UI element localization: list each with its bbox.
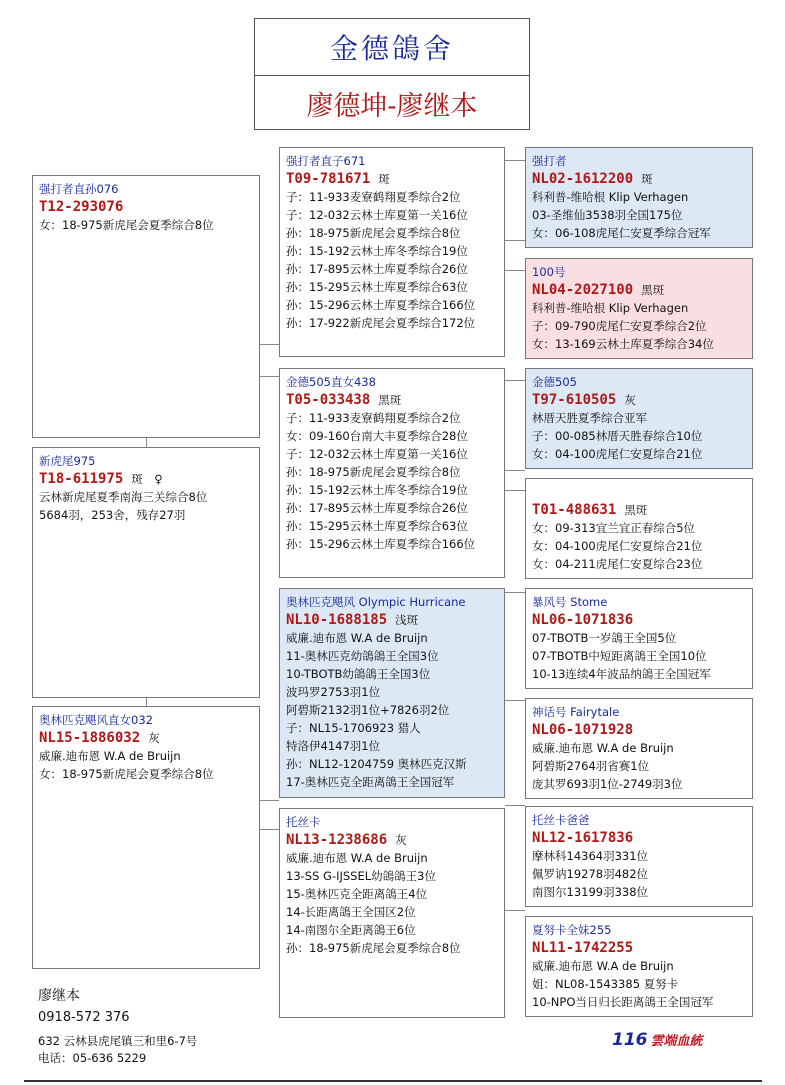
bird-color: 黑斑 — [624, 503, 648, 517]
bird-role: 托丝卡 — [286, 815, 321, 829]
achievement-line: 10-NPO当日归长距离鴿王全国冠军 — [532, 995, 714, 1009]
bird-role: 强打者直孙076 — [39, 182, 119, 196]
achievement-line: 女：06-108虎尾仁安夏季综合冠军 — [532, 226, 711, 240]
connector — [259, 829, 279, 830]
bird-color: 黑斑 — [641, 283, 665, 297]
achievement-line: 孙：17-895云林土库夏季综合26位 — [286, 501, 468, 515]
achievement-line: 孙：17-895云林土库夏季综合26位 — [286, 262, 468, 276]
footer-tel: 电话：05-636 5229 — [38, 1051, 147, 1065]
bird-role: 夏努卡全妹255 — [532, 923, 612, 937]
connector — [505, 592, 525, 593]
ring-number: NL02-1612200 — [532, 171, 634, 187]
bird-role: 神话号 Fairytale — [532, 705, 620, 719]
achievement-line: 17-奥林匹克全距离鴿王全国冠军 — [286, 775, 455, 789]
achievement-line: 特洛伊4147羽1位 — [286, 739, 381, 753]
footer-phone: 0918-572 376 — [38, 1010, 130, 1025]
achievement-line: 孙：18-975新虎尾会夏季综合8位 — [286, 465, 461, 479]
achievement-line: 威廉.迪布恩 W.A de Bruijn — [39, 749, 181, 763]
ring-number: NL15-1886032 — [39, 730, 141, 746]
pedigree-card-g2 — [525, 258, 753, 359]
achievement-line: 女：18-975新虎尾会夏季综合8位 — [39, 767, 214, 781]
bird-color: 斑 — [378, 172, 390, 186]
achievement-line: 子：00-085林厝天胜春综合10位 — [532, 429, 703, 443]
bird-color: 黑斑 — [378, 393, 402, 407]
ring-number: NL12-1617836 — [532, 830, 634, 846]
pedigree-card-s1 — [279, 147, 505, 357]
achievement-line: 10-13连续4年波品纳鴿王全国冠军 — [532, 667, 711, 681]
connector — [505, 700, 525, 701]
connector — [505, 910, 525, 911]
ring-number: T12-293076 — [39, 199, 124, 215]
bird-color: 灰 — [148, 731, 160, 745]
connector — [505, 380, 525, 381]
ring-number: NL11-1742255 — [532, 940, 634, 956]
bird-role: 强打者 — [532, 154, 567, 168]
achievement-line: 孙：18-975新虎尾会夏季综合8位 — [286, 941, 461, 955]
connector — [259, 376, 279, 377]
achievement-line: 女：04-100虎尾仁安夏综合21位 — [532, 539, 703, 553]
pedigree-card-g6 — [525, 698, 753, 799]
bird-role: 100号 — [532, 265, 566, 279]
ring-number: NL06-1071836 — [532, 612, 634, 628]
achievement-line: 女：18-975新虎尾会夏季综合8位 — [39, 218, 214, 232]
achievement-line: 13-SS G-IJSSEL幼鴿鴿王3位 — [286, 869, 436, 883]
achievement-line: 佩罗讷19278羽482位 — [532, 867, 649, 881]
footer-address: 632 云林县虎尾镇三和里6-7号 — [38, 1034, 198, 1048]
pedigree-card-s2 — [279, 368, 505, 578]
bird-color: 斑 — [641, 172, 653, 186]
ring-number: T09-781671 — [286, 171, 371, 187]
connector — [505, 160, 525, 161]
connector — [505, 470, 525, 471]
achievement-line: 威廉.迪布恩 W.A de Bruijn — [286, 851, 428, 865]
pedigree-card-g7 — [525, 806, 753, 907]
bird-role: 新虎尾975 — [39, 454, 96, 468]
achievement-line: 11-奥林匹克幼鴿鴿王全国3位 — [286, 649, 439, 663]
pedigree-card-g4 — [525, 478, 753, 579]
logo-text: 雲端血統 — [650, 1034, 703, 1049]
achievement-line: 孙：15-192云林土库冬季综合19位 — [286, 483, 468, 497]
achievement-line: 子：09-790虎尾仁安夏季综合2位 — [532, 319, 707, 333]
pedigree-card-subject — [32, 447, 260, 698]
achievement-line: 女：04-100虎尾仁安夏综合21位 — [532, 447, 703, 461]
bird-color: 斑 ♀ — [131, 472, 163, 486]
bird-role: 暴风号 Stome — [532, 595, 608, 609]
footer-name: 廖继本 — [38, 988, 80, 1004]
logo-number: 116 — [612, 1030, 648, 1050]
achievement-line: 南图尔13199羽338位 — [532, 885, 649, 899]
achievement-line: 波玛罗2753羽1位 — [286, 685, 381, 699]
achievement-line: 15-奥林匹克全距离鴿王4位 — [286, 887, 428, 901]
ring-number: NL06-1071928 — [532, 722, 634, 738]
connector — [505, 270, 525, 271]
bird-role: 奥林匹克飓风直女032 — [39, 713, 153, 727]
achievement-line: 阿碧斯2132羽1位+7826羽2位 — [286, 703, 450, 717]
achievement-line: 孙：15-192云林土库冬季综合19位 — [286, 244, 468, 258]
ring-number: NL10-1688185 — [286, 612, 388, 628]
achievement-line: 林厝天胜夏季综合亚军 — [532, 411, 647, 425]
achievement-line: 03-圣维仙3538羽全国175位 — [532, 208, 683, 222]
ring-number: NL04-2027100 — [532, 282, 634, 298]
achievement-line: 子：NL15-1706923 猎人 — [286, 721, 421, 735]
achievement-line: 孙：NL12-1204759 奥林匹克汉斯 — [286, 757, 467, 771]
connector — [259, 344, 279, 345]
achievement-line: 子：12-032云林土库夏第一关16位 — [286, 208, 468, 222]
achievement-line: 孙：15-295云林土库夏季综合63位 — [286, 280, 468, 294]
bird-role — [532, 483, 746, 501]
achievement-line: 07-TBOTB中短距离鴿王全国10位 — [532, 649, 707, 663]
ring-number: T18-611975 — [39, 471, 124, 487]
bird-role: 金德505 — [532, 375, 577, 389]
achievement-line: 云林新虎尾夏季南海三关综合8位 — [39, 490, 208, 504]
achievement-line: 5684羽，253舍，残存27羽 — [39, 508, 186, 522]
pedigree-card-g8 — [525, 916, 753, 1017]
connector — [259, 800, 279, 801]
pedigree-card-dam — [32, 706, 260, 969]
bird-color: 灰 — [395, 833, 407, 847]
ring-number: T01-488631 — [532, 502, 617, 518]
bird-color: 浅斑 — [395, 613, 419, 627]
achievement-line: 科利普-维哈根 Klip Verhagen — [532, 301, 689, 315]
pedigree-card-g3 — [525, 368, 753, 469]
brand-logo — [612, 1030, 703, 1050]
pedigree-card-s4 — [279, 808, 505, 1018]
achievement-line: 孙：18-975新虎尾会夏季综合8位 — [286, 226, 461, 240]
achievement-line: 孙：15-296云林土库夏季综合166位 — [286, 537, 476, 551]
achievement-line: 女：09-160台南大丰夏季综合28位 — [286, 429, 468, 443]
ring-number: NL13-1238686 — [286, 832, 388, 848]
pedigree-card-g1 — [525, 147, 753, 248]
achievement-line: 孙：17-922新虎尾会夏季综合172位 — [286, 316, 476, 330]
bird-role: 奥林匹克飓风 Olympic Hurricane — [286, 595, 466, 609]
achievement-line: 科利普-维哈根 Klip Verhagen — [532, 190, 689, 204]
achievement-line: 子：12-032云林土库夏第一关16位 — [286, 447, 468, 461]
achievement-line: 女：13-169云林土库夏季综合34位 — [532, 337, 714, 351]
achievement-line: 07-TBOTB一岁鴿王全国5位 — [532, 631, 677, 645]
achievement-line: 女：04-211虎尾仁安夏综合23位 — [532, 557, 703, 571]
achievement-line: 10-TBOTB幼鴿鴿王全国3位 — [286, 667, 431, 681]
pedigree-card-s3 — [279, 588, 505, 798]
achievement-line: 子：11-933麦寮鹤翔夏季综合2位 — [286, 190, 461, 204]
achievement-line: 子：11-933麦寮鹤翔夏季综合2位 — [286, 411, 461, 425]
ring-number: T97-610505 — [532, 392, 617, 408]
achievement-line: 摩林科14364羽331位 — [532, 849, 649, 863]
achievement-line: 阿碧斯2764羽省赛1位 — [532, 759, 650, 773]
achievement-line: 威廉.迪布恩 W.A de Bruijn — [532, 741, 674, 755]
connector — [505, 490, 525, 491]
bird-role: 托丝卡爸爸 — [532, 813, 590, 827]
achievement-line: 庞其罗693羽1位-2749羽3位 — [532, 777, 683, 791]
bottom-divider — [24, 1080, 762, 1082]
bird-role: 金德505直女438 — [286, 375, 376, 389]
connector — [505, 805, 525, 806]
owner-title: 廖德坤-廖继本 — [306, 91, 478, 122]
pedigree-card-sire — [32, 175, 260, 438]
achievement-line: 孙：15-296云林土库夏季综合166位 — [286, 298, 476, 312]
bird-role: 强打者直子671 — [286, 154, 366, 168]
achievement-line: 姐：NL08-1543385 夏努卡 — [532, 977, 679, 991]
achievement-line: 孙：15-295云林土库夏季综合63位 — [286, 519, 468, 533]
achievement-line: 14-长距离鴿王全国区2位 — [286, 905, 416, 919]
achievement-line: 女：09-313宜兰宜正春综合5位 — [532, 521, 696, 535]
bird-color: 灰 — [624, 393, 636, 407]
achievement-line: 威廉.迪布恩 W.A de Bruijn — [532, 959, 674, 973]
achievement-line: 威廉.迪布恩 W.A de Bruijn — [286, 631, 428, 645]
loft-title: 金德鴿舍 — [255, 19, 529, 76]
achievement-line: 14-南图尔全距离鴿王6位 — [286, 923, 416, 937]
pedigree-card-g5 — [525, 588, 753, 689]
connector — [146, 698, 147, 706]
connector — [505, 240, 525, 241]
ring-number: T05-033438 — [286, 392, 371, 408]
title-box — [254, 18, 530, 130]
connector — [146, 438, 147, 447]
